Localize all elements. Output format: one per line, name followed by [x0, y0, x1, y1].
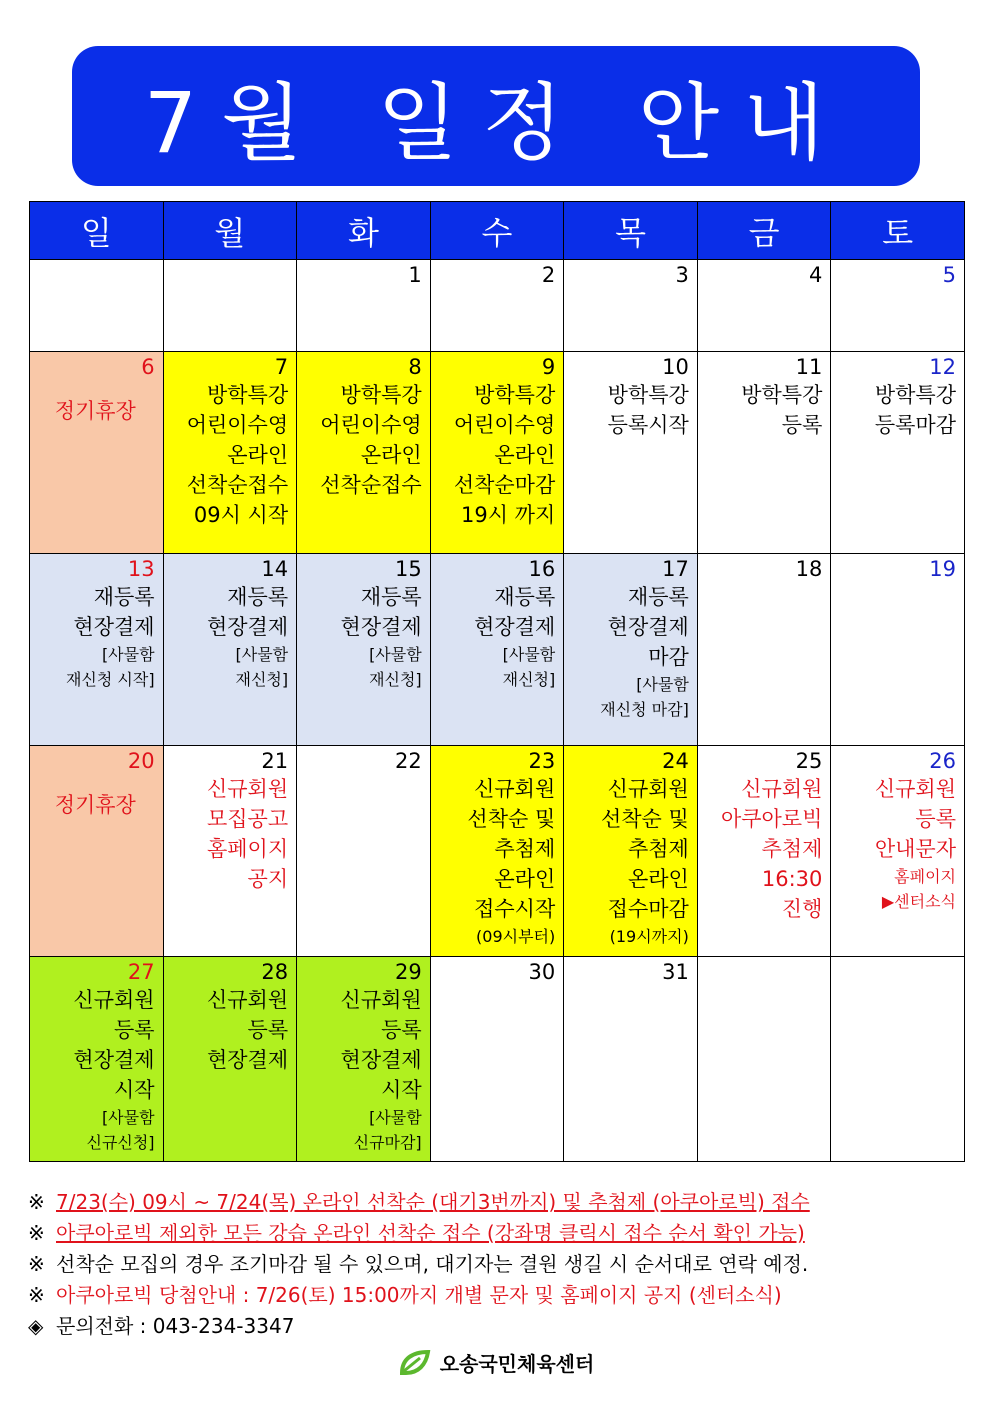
event-line: 재등록 [627, 585, 689, 609]
event-line: 등록시작 [607, 413, 689, 437]
event-line: 방학특강 [474, 383, 556, 407]
week-row [30, 554, 965, 746]
day-cell [297, 957, 431, 1162]
day-number: 19 [929, 557, 956, 581]
day-number: 12 [929, 355, 956, 379]
event-line: 선착순마감 [453, 473, 556, 497]
event-note: 재신청] [369, 670, 422, 689]
event-line: 선착순접수 [186, 473, 289, 497]
event-line: 신규회원 [741, 777, 823, 801]
day-cell [831, 352, 965, 554]
day-number: 3 [675, 263, 689, 287]
notes-section [28, 1187, 968, 1342]
day-number: 5 [942, 263, 956, 287]
day-number: 9 [541, 355, 556, 379]
day-cell [430, 352, 564, 554]
day-cell [297, 352, 431, 554]
day-cell [30, 260, 164, 352]
day-cell [30, 352, 164, 554]
weekday-sun: 일 [30, 202, 164, 260]
event-note: ▶센터소식 [881, 892, 956, 911]
day-cell [697, 746, 831, 957]
event-line: 시작 [113, 1078, 155, 1102]
event-line: 어린이수영 [320, 413, 422, 437]
footer-center-name: 오송국민체육센터 [439, 1352, 595, 1376]
event-note: [사물함 [369, 645, 422, 664]
day-cell [831, 260, 965, 352]
note-text: 아쿠아로빅 제외한 모든 강습 온라인 선착순 접수 (강좌명 클릭시 접수 순서 확인 가능) [56, 1221, 805, 1245]
event-note: 재신청 마감] [600, 700, 689, 719]
day-cell [163, 352, 297, 554]
event-line: 재등록 [494, 585, 556, 609]
day-cell [297, 554, 431, 746]
event-line: 정기휴장 [54, 399, 136, 423]
day-number: 15 [394, 557, 422, 581]
event-line: 등록 [113, 1018, 155, 1042]
note-mark: ※ [28, 1190, 45, 1214]
footer [0, 1348, 992, 1381]
day-cell [831, 957, 965, 1162]
day-number: 4 [809, 263, 823, 287]
event-line: 현장결제 [206, 615, 289, 639]
event-line: 접수시작 [474, 897, 556, 921]
title-banner [72, 46, 920, 186]
day-number: 18 [795, 557, 823, 581]
event-note: 홈페이지 [894, 867, 956, 886]
event-note: [사물함 [369, 1108, 422, 1127]
event-line: 아쿠아로빅 [720, 807, 823, 831]
event-line: 어린이수영 [453, 413, 556, 437]
day-number: 26 [929, 749, 956, 773]
event-line: 현장결제 [474, 615, 556, 639]
day-number: 8 [408, 355, 422, 379]
event-line: 진행 [781, 897, 823, 921]
note-text: 아쿠아로빅 당첨안내 : 7/26(토) 15:00까지 개별 문자 및 홈페이지 공지 (센터소식) [56, 1283, 782, 1307]
event-line: 재등록 [227, 585, 289, 609]
event-line: 선착순 및 [467, 807, 556, 831]
event-note: (19시까지) [609, 927, 689, 946]
day-number: 6 [141, 355, 155, 379]
event-line: 19시 까지 [460, 503, 556, 527]
event-line: 공지 [247, 867, 289, 891]
footer-logo [398, 1348, 595, 1377]
event-note: [사물함 [101, 1108, 155, 1127]
event-line: 방학특강 [607, 383, 689, 407]
event-line: 현장결제 [73, 615, 155, 639]
event-line: 안내문자 [874, 837, 956, 861]
event-line: 현장결제 [340, 615, 422, 639]
note-text: 7/23(수) 09시 ~ 7/24(목) 온라인 선착순 (대기3번까지) 및 추첨제 (아쿠아로빅) 접수 [56, 1190, 810, 1214]
event-line: 접수마감 [607, 897, 689, 921]
day-cell [697, 554, 831, 746]
event-note: [사물함 [235, 645, 289, 664]
event-line: 방학특강 [874, 383, 956, 407]
event-line: 추첨제 [627, 837, 689, 861]
event-note: 신규마감] [353, 1133, 422, 1152]
leaf-logo-icon [398, 1349, 432, 1377]
event-line: 온라인 [360, 443, 422, 467]
event-line: 홈페이지 [206, 837, 289, 861]
note-line [28, 1311, 968, 1342]
event-line: 정기휴장 [54, 793, 136, 817]
event-line: 어린이수영 [186, 413, 289, 437]
event-line: 현장결제 [607, 615, 689, 639]
event-line: 신규회원 [73, 988, 155, 1012]
event-line: 현장결제 [206, 1048, 289, 1072]
week-row [30, 260, 965, 352]
day-number [837, 959, 956, 985]
event-line: 현장결제 [73, 1048, 155, 1072]
event-line: 방학특강 [340, 383, 422, 407]
day-cell [697, 352, 831, 554]
day-number: 13 [127, 557, 155, 581]
event-line: 재등록 [360, 585, 422, 609]
event-line: 신규회원 [874, 777, 956, 801]
note-text: 문의전화 : 043-234-3347 [56, 1314, 295, 1338]
day-number [170, 262, 289, 288]
event-note: 신규신청] [86, 1133, 155, 1152]
event-line: 등록 [781, 413, 823, 437]
event-line: 마감 [648, 645, 689, 669]
weekday-wed: 수 [430, 202, 564, 260]
day-number: 1 [408, 263, 422, 287]
weekday-sat: 토 [831, 202, 965, 260]
event-line: 신규회원 [607, 777, 689, 801]
day-cell [564, 352, 698, 554]
event-note: [사물함 [502, 645, 556, 664]
day-number: 22 [394, 749, 422, 773]
day-number: 31 [662, 960, 689, 984]
event-line: 온라인 [627, 867, 689, 891]
event-line: 선착순접수 [320, 473, 422, 497]
note-mark: ※ [28, 1221, 45, 1245]
event-line: 등록 [381, 1018, 422, 1042]
day-number: 23 [528, 749, 556, 773]
weekday-thu: 목 [564, 202, 698, 260]
week-row [30, 746, 965, 957]
day-number: 27 [127, 960, 155, 984]
weekday-mon: 월 [163, 202, 297, 260]
note-line [28, 1187, 968, 1218]
day-number: 11 [795, 355, 823, 379]
note-mark: ※ [28, 1283, 45, 1307]
day-cell [163, 957, 297, 1162]
event-line: 등록 [247, 1018, 289, 1042]
event-line: 방학특강 [741, 383, 823, 407]
day-cell [831, 746, 965, 957]
event-line: 신규회원 [474, 777, 556, 801]
day-number: 25 [795, 749, 823, 773]
event-line: 선착순 및 [600, 807, 689, 831]
weekday-fri: 금 [697, 202, 831, 260]
day-number [704, 959, 823, 985]
day-cell [564, 554, 698, 746]
event-line: 09시 시작 [193, 503, 289, 527]
day-cell [30, 746, 164, 957]
day-cell [564, 260, 698, 352]
day-cell [163, 554, 297, 746]
event-line: 온라인 [494, 867, 556, 891]
event-line: 온라인 [494, 443, 556, 467]
week-row [30, 352, 965, 554]
day-cell [297, 260, 431, 352]
day-cell [831, 554, 965, 746]
event-line: 온라인 [227, 443, 289, 467]
event-note: [사물함 [636, 675, 689, 694]
day-cell [30, 554, 164, 746]
event-note: 재신청] [235, 670, 289, 689]
day-cell [697, 260, 831, 352]
day-cell [163, 746, 297, 957]
day-number: 30 [528, 960, 556, 984]
day-number: 29 [394, 960, 422, 984]
note-mark: ※ [28, 1252, 45, 1276]
event-line: 등록 [915, 807, 956, 831]
event-line: 모집공고 [206, 807, 289, 831]
day-number [36, 262, 155, 288]
day-cell [430, 957, 564, 1162]
week-row [30, 957, 965, 1162]
day-number: 14 [261, 557, 289, 581]
day-number: 2 [541, 263, 556, 287]
day-number: 10 [662, 355, 689, 379]
event-note: 재신청 시작] [65, 670, 155, 689]
day-number: 28 [261, 960, 289, 984]
event-line: 등록마감 [874, 413, 956, 437]
event-note: 재신청] [502, 670, 556, 689]
day-cell [297, 746, 431, 957]
day-cell [430, 554, 564, 746]
day-number: 24 [662, 749, 689, 773]
day-number: 7 [274, 355, 289, 379]
event-line: 시작 [381, 1078, 422, 1102]
event-line: 방학특강 [206, 383, 289, 407]
event-line: 신규회원 [206, 988, 289, 1012]
note-text: 선착순 모집의 경우 조기마감 될 수 있으며, 대기자는 결원 생길 시 순서대로 연락 예정. [56, 1252, 809, 1276]
day-cell [564, 746, 698, 957]
page-title: 7월 일정 안내 [143, 73, 849, 172]
day-cell [30, 957, 164, 1162]
event-note: (09시부터) [476, 927, 556, 946]
event-line: 재등록 [93, 585, 155, 609]
note-line [28, 1218, 968, 1249]
event-note: [사물함 [101, 645, 155, 664]
event-line: 신규회원 [206, 777, 289, 801]
note-line [28, 1249, 968, 1280]
weekday-tue: 화 [297, 202, 431, 260]
day-cell [430, 746, 564, 957]
day-cell [564, 957, 698, 1162]
day-cell [430, 260, 564, 352]
day-number: 21 [261, 749, 289, 773]
weekday-header-row [30, 202, 965, 260]
note-mark: ◈ [28, 1314, 44, 1338]
note-line [28, 1280, 968, 1311]
event-line: 16:30 [761, 867, 823, 891]
day-cell [163, 260, 297, 352]
event-line: 현장결제 [340, 1048, 422, 1072]
day-number: 16 [528, 557, 556, 581]
day-number: 17 [662, 557, 689, 581]
event-line: 추첨제 [761, 837, 823, 861]
day-number: 20 [127, 749, 155, 773]
calendar-table [29, 201, 965, 1162]
event-line: 추첨제 [494, 837, 556, 861]
day-cell [697, 957, 831, 1162]
event-line: 신규회원 [340, 988, 422, 1012]
